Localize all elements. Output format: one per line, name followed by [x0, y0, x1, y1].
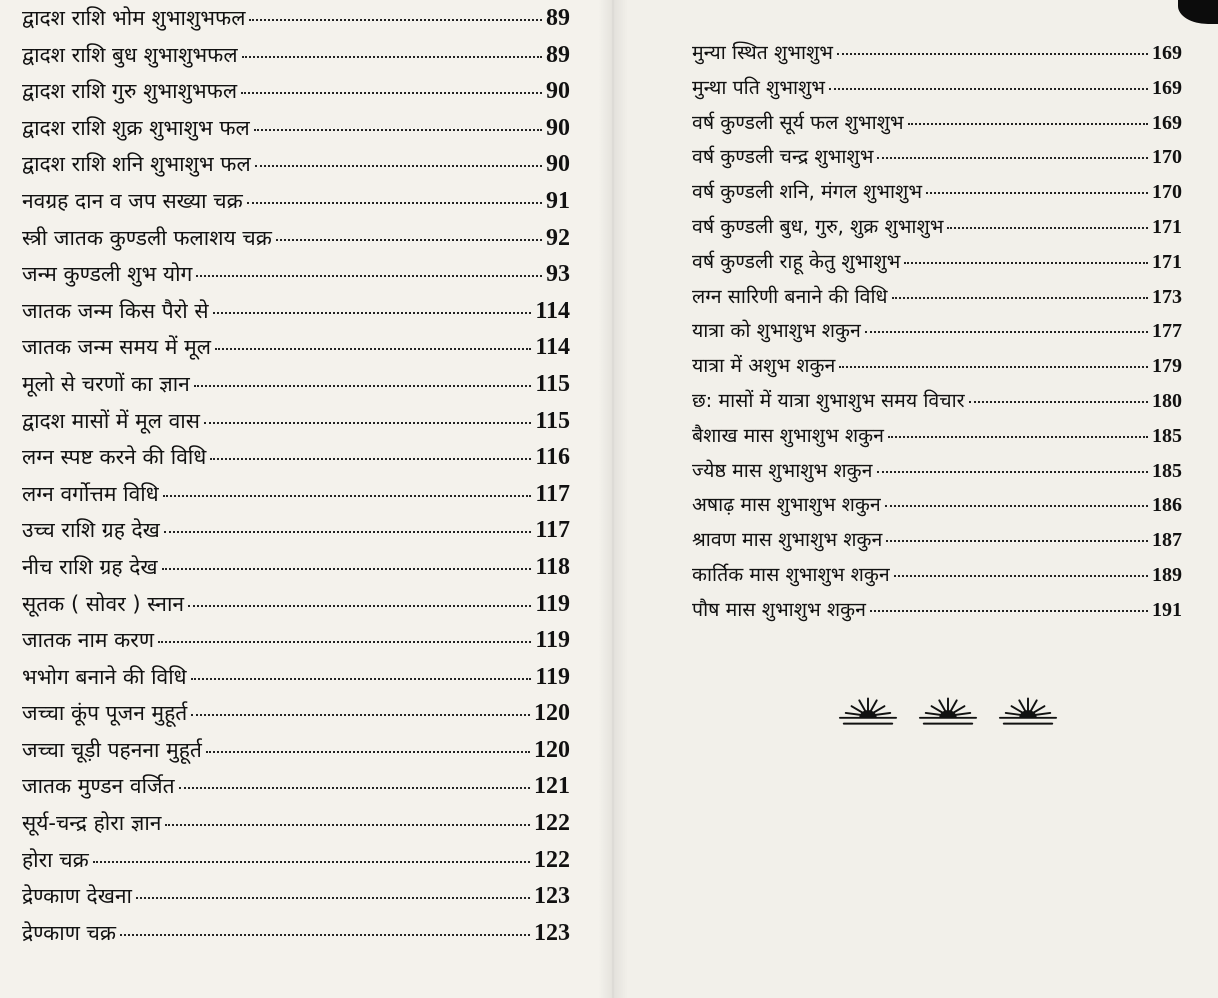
toc-entry-title: वर्ष कुण्डली सूर्य फल शुभाशुभ [692, 110, 904, 134]
toc-entry [692, 351, 1182, 386]
toc-entry-title: पौष मास शुभाशुभ शकुन [692, 597, 866, 621]
toc-entry-page: 123 [534, 919, 570, 946]
toc-entry-page: 189 [1152, 563, 1182, 586]
toc-entry-page: 186 [1152, 494, 1182, 517]
toc-entry [22, 77, 570, 114]
toc-entry [22, 333, 570, 370]
toc-entry [692, 73, 1182, 108]
toc-entry-page: 171 [1152, 250, 1182, 273]
toc-entry [692, 456, 1182, 491]
dot-leader [877, 471, 1149, 473]
toc-entry-title: द्रेण्काण चक्र [22, 920, 117, 945]
toc-entry-page: 122 [534, 810, 570, 837]
toc-entry [692, 525, 1182, 560]
toc-entry-title: उच्च राशि ग्रह देख [22, 518, 160, 543]
toc-entry-title: यात्रा में अशुभ शकुन [692, 354, 836, 378]
toc-entry [22, 187, 570, 224]
toc-entry-title: भभोग बनाने की विधि [22, 664, 187, 689]
dot-leader [249, 19, 542, 21]
toc-entry [22, 590, 570, 627]
toc-entry [692, 386, 1182, 421]
toc-entry-page: 173 [1152, 285, 1182, 308]
toc-entry-title: जच्चा कूंप पूजन मुहूर्त [22, 701, 188, 726]
toc-entry [22, 480, 570, 517]
toc-entry-title: द्वादश राशि शुक्र शुभाशुभ फल [22, 115, 250, 140]
toc-entry-title: छ: मासों में यात्रा शुभाशुभ समय विचार [692, 388, 965, 412]
toc-entry-title: स्त्री जातक कुण्डली फलाशय चक्र [22, 225, 272, 250]
toc-entry [22, 809, 570, 846]
dot-leader [158, 641, 531, 643]
toc-entry-title: वर्ष कुण्डली शनि, मंगल शुभाशुभ [692, 180, 923, 204]
dot-leader [885, 505, 1148, 507]
toc-entry-page: 169 [1152, 42, 1182, 64]
toc-entry [22, 699, 570, 736]
dot-leader [241, 92, 542, 94]
dot-leader [276, 239, 542, 241]
toc-entry-page: 117 [535, 480, 570, 507]
toc-entry-page: 180 [1152, 389, 1182, 412]
toc-entry-title: वर्ष कुण्डली चन्द्र शुभाशुभ [692, 145, 874, 169]
toc-entry [692, 212, 1182, 247]
dot-leader [837, 53, 1148, 55]
rising-sun-icon [838, 694, 898, 730]
toc-entry-page: 118 [535, 553, 570, 580]
dot-leader [210, 458, 531, 460]
toc-entry-title: सूतक ( सोवर ) स्नान [22, 591, 185, 616]
toc-entry-title: द्वादश मासों में मूल वास [22, 408, 200, 433]
dot-leader [947, 227, 1148, 229]
dot-leader [191, 678, 532, 680]
toc-entry [22, 41, 570, 78]
book-gutter [598, 0, 628, 998]
toc-entry [22, 114, 570, 151]
toc-entry-title: द्वादश राशि गुरु शुभाशुभफल [22, 79, 238, 104]
toc-entry-page: 171 [1152, 215, 1182, 238]
toc-entry-title: बैशाख मास शुभाशुभ शकुन [692, 423, 884, 447]
rising-sun-icon [998, 694, 1058, 730]
toc-entry [22, 736, 570, 773]
toc-entry [692, 108, 1182, 143]
toc-entry-page: 119 [535, 590, 570, 617]
toc-entry-title: होरा चक्र [22, 847, 89, 872]
toc-entry-page: 191 [1152, 598, 1182, 621]
toc-entry-page: 169 [1152, 111, 1182, 134]
dot-leader [136, 897, 530, 899]
toc-entry-page: 170 [1152, 181, 1182, 204]
toc-entry-page: 169 [1152, 76, 1182, 99]
toc-entry [22, 260, 570, 297]
toc-entry [22, 297, 570, 334]
toc-entry [692, 142, 1182, 177]
toc-entry-title: लग्न वर्गोत्तम विधि [22, 481, 159, 506]
toc-entry [692, 282, 1182, 317]
dot-leader [204, 422, 531, 424]
toc-entry [22, 370, 570, 407]
toc-entry-title: यात्रा को शुभाशुभ शकुन [692, 319, 861, 343]
toc-entry-title: जातक जन्म समय में मूल [22, 335, 211, 360]
toc-entry-page: 177 [1152, 320, 1182, 343]
toc-entry-page: 90 [546, 78, 570, 105]
toc-entry-title: द्वादश राशि शनि शुभाशुभ फल [22, 152, 251, 177]
toc-entry [22, 553, 570, 590]
dot-leader [892, 297, 1148, 299]
toc-entry-title: नीच राशि ग्रह देख [22, 554, 158, 579]
dot-leader [120, 934, 530, 936]
toc-entry-page: 121 [534, 773, 570, 800]
toc-entry-page: 117 [535, 517, 570, 544]
toc-entry-page: 123 [534, 883, 570, 910]
toc-entry-title: वर्ष कुण्डली राहू केतु शुभाशुभ [692, 249, 901, 273]
toc-entry-title: कार्तिक मास शुभाशुभ शकुन [692, 562, 890, 586]
toc-entry-page: 91 [546, 187, 570, 214]
toc-entry [22, 882, 570, 919]
toc-entry [22, 407, 570, 444]
toc-entry-page: 185 [1152, 459, 1182, 482]
toc-entry [692, 177, 1182, 212]
toc-entry [692, 247, 1182, 282]
dot-leader [908, 123, 1148, 125]
toc-entry-page: 119 [535, 663, 570, 690]
dot-leader [839, 366, 1148, 368]
toc-left-column [22, 4, 570, 955]
toc-entry-page: 187 [1152, 529, 1182, 552]
toc-entry [692, 421, 1182, 456]
toc-entry-title: द्वादश राशि बुध शुभाशुभफल [22, 42, 238, 67]
toc-entry-title: सूर्य-चन्द्र होरा ज्ञान [22, 811, 162, 836]
toc-entry-page: 120 [534, 700, 570, 727]
dot-leader [254, 129, 542, 131]
rising-sun-icon [918, 694, 978, 730]
toc-entry-title: मुन्था पति शुभाशुभ [692, 75, 826, 99]
toc-entry-page: 90 [546, 114, 570, 141]
dot-leader [163, 495, 532, 497]
toc-entry-page: 89 [546, 41, 570, 68]
toc-entry-title: मूलो से चरणों का ज्ञान [22, 371, 190, 396]
toc-entry-page: 170 [1152, 146, 1182, 169]
toc-entry-page: 115 [535, 370, 570, 397]
toc-entry-title: श्रावण मास शुभाशुभ शकुन [692, 528, 883, 552]
dot-leader [870, 610, 1148, 612]
toc-entry [22, 772, 570, 809]
toc-entry [22, 919, 570, 956]
dot-leader [165, 824, 530, 826]
toc-entry [22, 626, 570, 663]
toc-entry [22, 150, 570, 187]
toc-entry-page: 89 [546, 5, 570, 31]
toc-entry-page: 114 [535, 297, 570, 324]
toc-entry-title: जातक मुण्डन वर्जित [22, 774, 175, 799]
toc-entry [22, 663, 570, 700]
dot-leader [196, 275, 542, 277]
dot-leader [255, 165, 542, 167]
dot-leader [926, 192, 1148, 194]
toc-entry-page: 119 [535, 627, 570, 654]
dot-leader [179, 787, 530, 789]
dot-leader [865, 331, 1148, 333]
toc-entry [22, 443, 570, 480]
toc-entry-title: लग्न सारिणी बनाने की विधि [692, 284, 888, 308]
dot-leader [904, 262, 1148, 264]
toc-entry-title: नवग्रह दान व जप सख्या चक्र [22, 188, 243, 213]
dot-leader [162, 568, 532, 570]
toc-entry [22, 846, 570, 883]
dot-leader [188, 605, 531, 607]
dot-leader [877, 157, 1148, 159]
dot-leader [888, 436, 1148, 438]
toc-entry [692, 38, 1182, 73]
toc-entry-title: जच्चा चूड़ी पहनना मुहूर्त [22, 737, 202, 762]
dot-leader [829, 88, 1148, 90]
toc-entry-title: द्वादश राशि भोम शुभाशुभफल [22, 6, 246, 30]
toc-entry [692, 490, 1182, 525]
toc-entry [692, 595, 1182, 630]
toc-entry [22, 4, 570, 41]
toc-entry-page: 116 [535, 444, 570, 471]
toc-entry-page: 90 [546, 151, 570, 178]
toc-entry-page: 115 [535, 407, 570, 434]
toc-entry-title: जातक जन्म किस पैरो से [22, 298, 209, 323]
toc-entry [22, 516, 570, 553]
dot-leader [894, 575, 1148, 577]
toc-entry-title: वर्ष कुण्डली बुध, गुरु, शुक्र शुभाशुभ [692, 214, 944, 238]
dot-leader [969, 401, 1148, 403]
toc-entry-title: लग्न स्पष्ट करने की विधि [22, 445, 207, 470]
toc-entry-page: 179 [1152, 355, 1182, 378]
toc-entry-page: 185 [1152, 424, 1182, 447]
toc-entry-page: 114 [535, 334, 570, 361]
end-ornaments [838, 694, 1058, 734]
dot-leader [191, 714, 530, 716]
dot-leader [93, 861, 530, 863]
toc-entry-page: 93 [546, 261, 570, 288]
toc-entry-title: द्रेण्काण देखना [22, 884, 132, 909]
dot-leader [247, 202, 542, 204]
toc-entry-page: 92 [546, 224, 570, 251]
dot-leader [194, 385, 532, 387]
dot-leader [213, 312, 532, 314]
dot-leader [242, 56, 542, 58]
toc-entry-title: जन्म कुण्डली शुभ योग [22, 262, 193, 287]
toc-entry-title: अषाढ़ मास शुभाशुभ शकुन [692, 493, 881, 517]
toc-entry-title: ज्येष्ठ मास शुभाशुभ शकुन [692, 458, 873, 482]
dot-leader [206, 751, 530, 753]
toc-entry-page: 122 [534, 846, 570, 873]
toc-entry-title: मुन्या स्थित शुभाशुभ [692, 41, 833, 64]
dot-leader [215, 348, 531, 350]
toc-entry [692, 560, 1182, 595]
toc-right-column [692, 38, 1182, 630]
toc-entry-title: जातक नाम करण [22, 628, 155, 653]
toc-entry [692, 316, 1182, 351]
dot-leader [886, 540, 1148, 542]
toc-entry-page: 120 [534, 736, 570, 763]
toc-entry [22, 224, 570, 261]
dot-leader [164, 531, 531, 533]
